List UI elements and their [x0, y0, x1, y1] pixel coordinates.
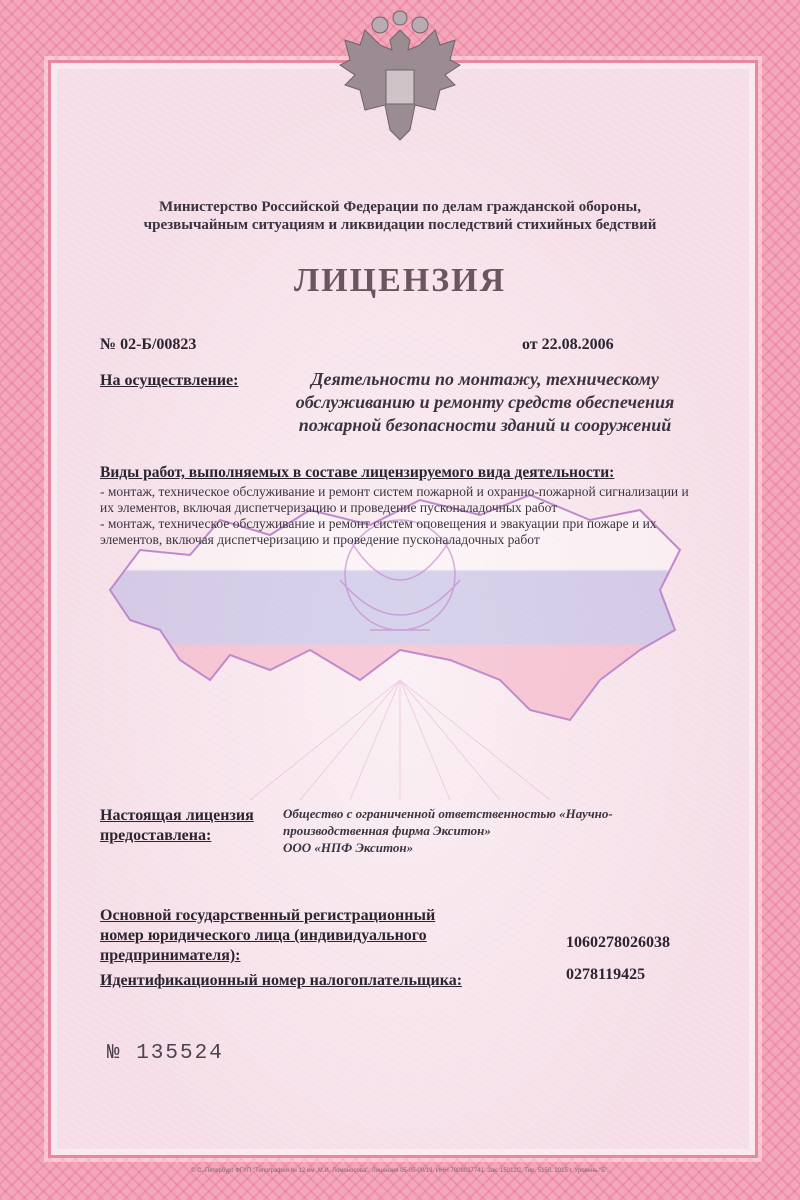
license-number: № 02-Б/00823	[100, 336, 197, 353]
holder-line-2: производственная фирма Экситон»	[283, 823, 491, 838]
holder-label-line-2: предоставлена:	[100, 827, 212, 844]
ogrn-label	[100, 906, 435, 966]
works-line-3: - монтаж, техническое обслуживание и ремонт систем оповещения и эвакуации при пожаре и их	[100, 516, 657, 531]
ogrn-value: 1060278026038	[566, 934, 670, 951]
inn-value: 0278119425	[566, 966, 646, 983]
holder-label	[100, 806, 254, 846]
activity-line-2: обслуживанию и ремонту средств обеспечения	[295, 392, 675, 412]
activity-label: На осуществление:	[100, 372, 239, 389]
works-line-4: элементов, включая диспетчеризацию и проведение пусконаладочных работ	[100, 532, 540, 547]
ogrn-label-line-1: Основной государственный регистрационный	[100, 907, 436, 924]
ministry-line-1: Министерство Российской Федерации по делам гражданской обороны,	[159, 199, 641, 215]
ministry-line-2: чрезвычайным ситуациям и ликвидации последствий стихийных бедствий	[143, 217, 657, 233]
activity-line-1: Деятельности по монтажу, техническому	[311, 369, 659, 389]
works-list	[100, 484, 720, 548]
works-line-1: - монтаж, техническое обслуживание и ремонт систем пожарной и охранно-пожарной сигнализации и	[100, 484, 689, 499]
printer-footer: © С.-Петербург ФГУП "Типография № 12 им. М.И. Ломоносова". Лицензия 05-05-09/19. ИНН 7808037741. Зак. 15012С. Тир. 5150. 2015 г. Уровень "Б".	[191, 1168, 609, 1174]
document-title: ЛИЦЕНЗИЯ	[293, 262, 507, 299]
inn-label: Идентификационный номер налогоплательщика:	[100, 972, 463, 989]
license-date: от 22.08.2006	[522, 336, 614, 353]
holder-line-3: ООО «НПФ Экситон»	[283, 840, 414, 855]
activity-description	[255, 368, 715, 437]
holder-name	[283, 805, 703, 856]
coat-of-arms-emblem	[320, 10, 480, 160]
serial-number: № 135524	[107, 1042, 224, 1065]
ogrn-label-line-2: номер юридического лица (индивидуального	[100, 927, 427, 944]
works-heading: Виды работ, выполняемых в составе лицензируемого вида деятельности:	[100, 464, 615, 481]
activity-line-3: пожарной безопасности зданий и сооружений	[298, 415, 672, 435]
holder-line-1: Общество с ограниченной ответственностью «Научно-	[283, 806, 613, 821]
ogrn-label-line-3: предпринимателя):	[100, 947, 241, 964]
holder-label-line-1: Настоящая лицензия	[100, 807, 254, 824]
works-line-2: их элементов, включая диспетчеризацию и проведение пусконаладочных работ	[100, 500, 558, 515]
